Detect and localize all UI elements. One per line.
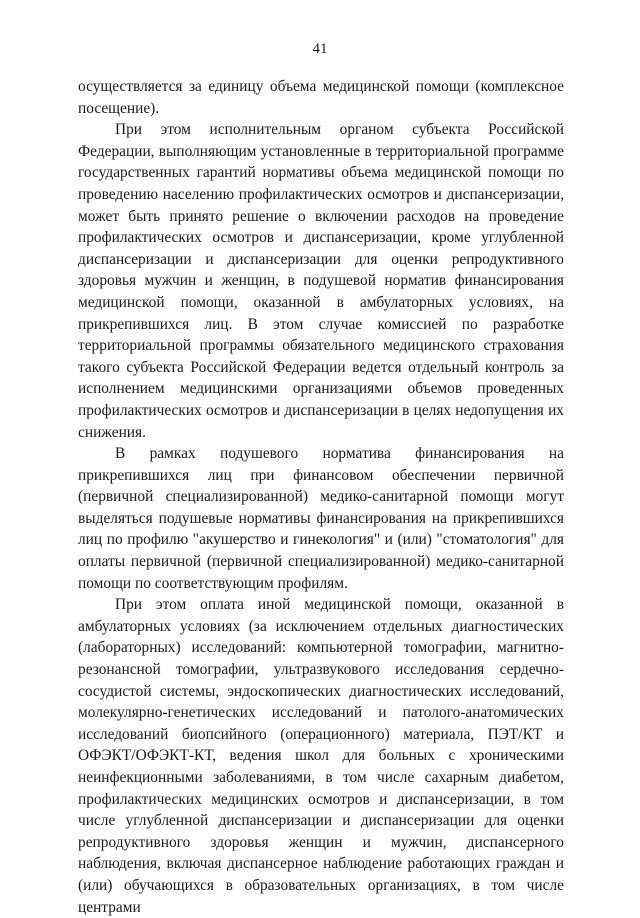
paragraph: В рамках подушевого норматива финансирования на прикрепившихся лиц при финансовом обеспечении первичной (первичной специализированной) медико-санитарной помощи могут выделяться подушевые нормативы финансирования на прикрепившихся лиц по профилю "акушерство и гинекология" и (или) "стоматология" для оплаты первичной (первичной специализированной) медико-санитарной помощи по соответствующим профилям. (78, 445, 564, 592)
document-body (78, 76, 564, 918)
paragraph-continuation: осуществляется за единицу объема медицинской помощи (комплексное посещение). (78, 78, 564, 117)
paragraph: При этом оплата иной медицинской помощи, оказанной в амбулаторных условиях (за исключением отдельных диагностических (лабораторных) исследований: компьютерной томографии, магнитно-резонансной томографии, ультразвукового исследования сердечно-сосудистой системы, эндоскопических диагностических исследований, молекулярно-генетических исследований и патолого-анатомических исследований биопсийного (операционного) материала, ПЭТ/КТ и ОФЭКТ/ОФЭКТ-КТ, ведения школ для больных с хроническими неинфекционными заболеваниями, в том числе сахарным диабетом, профилактических медицинских осмотров и диспансеризации, в том числе углубленной диспансеризации и диспансеризации для оценки репродуктивного здоровья женщин и мужчин, диспансерного наблюдения, включая диспансерное наблюдение работающих граждан и (или) обучающихся в образовательных организациях, в том числе центрами (78, 596, 564, 916)
paragraph: При этом исполнительным органом субъекта Российской Федерации, выполняющим установленные в территориальной программе государственных гарантий нормативы объема медицинской помощи по проведению населению профилактических осмотров и диспансеризации, может быть принято решение о включении расходов на проведение профилактических осмотров и диспансеризации, кроме углубленной диспансеризации и диспансеризации для оценки репродуктивного здоровья мужчин и женщин, в подушевой норматив финансирования медицинской помощи, оказанной в амбулаторных условиях, на прикрепившихся лиц. В этом случае комиссией по разработке территориальной программы обязательного медицинского страхования такого субъекта Российской Федерации ведется отдельный контроль за исполнением медицинскими организациями объемов проведенных профилактических осмотров и диспансеризации в целях недопущения их снижения. (78, 121, 564, 441)
page-number: 41 (312, 41, 328, 57)
